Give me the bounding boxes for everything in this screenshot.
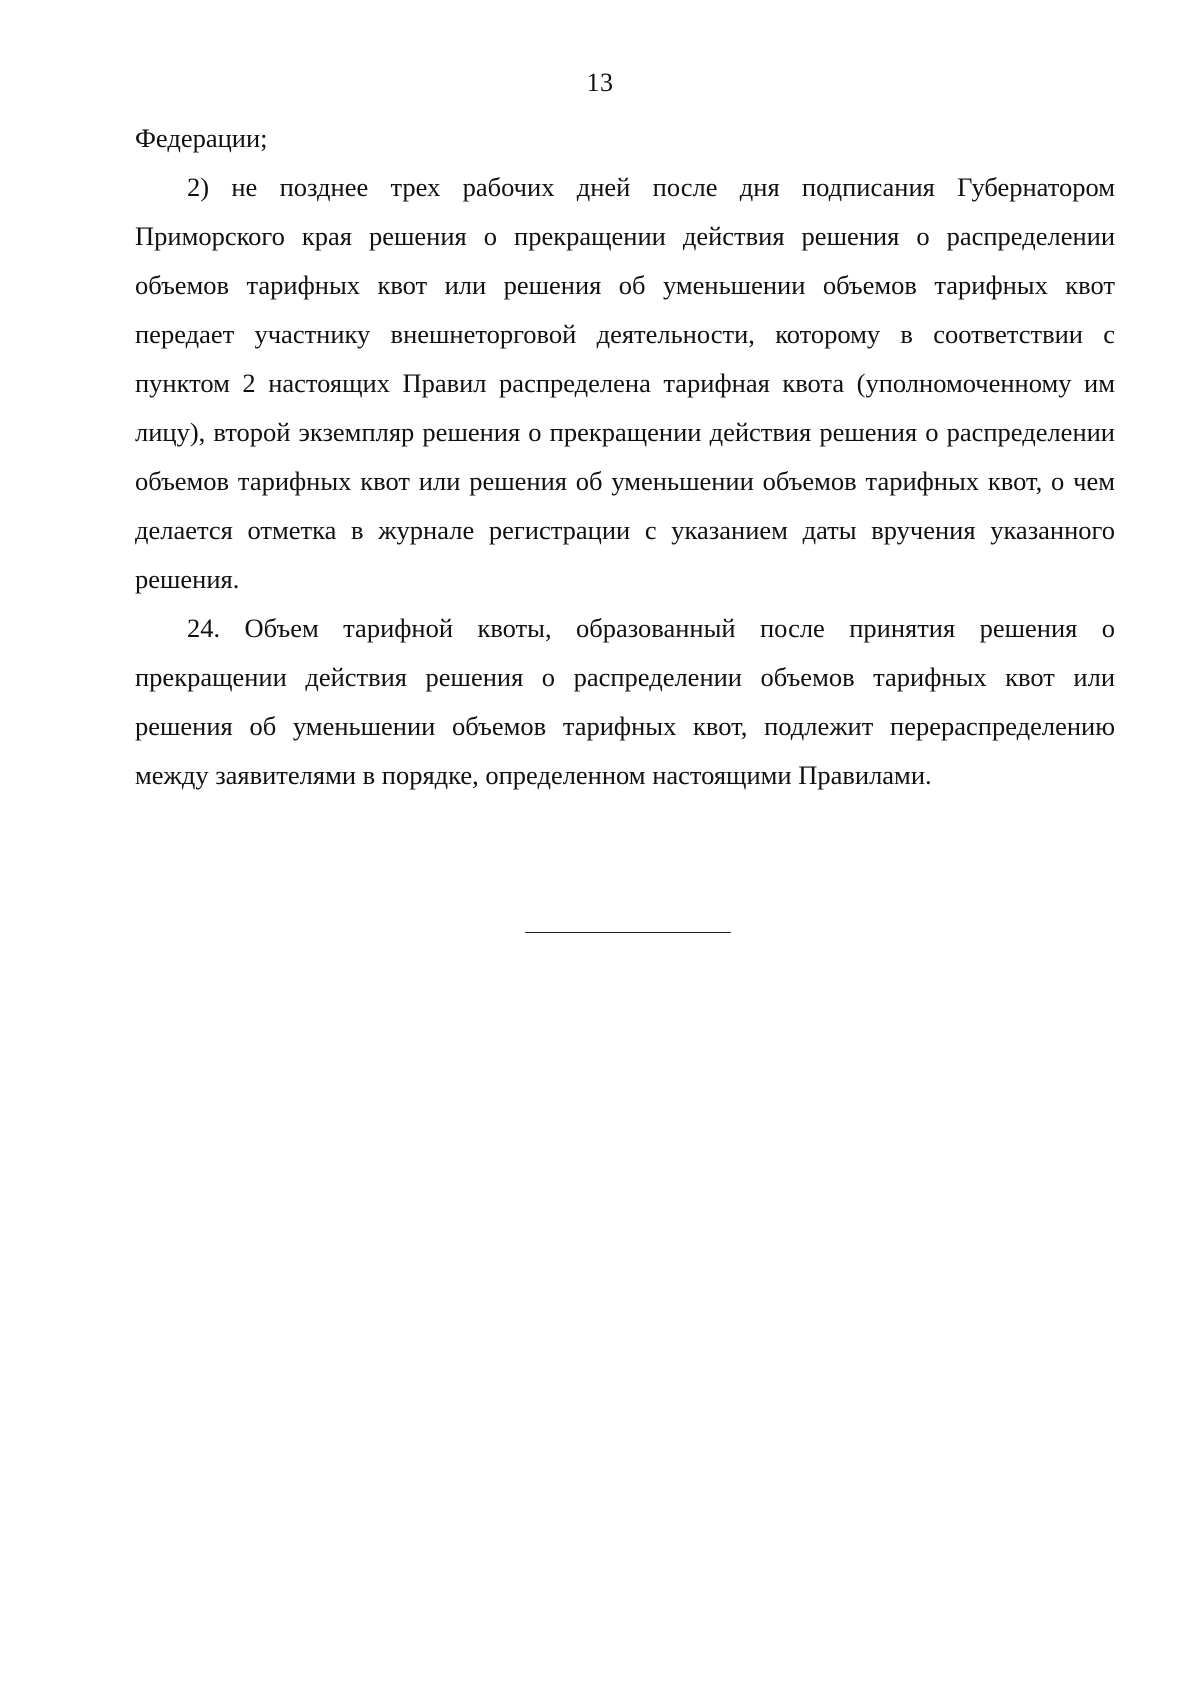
paragraph-item-24: 24. Объем тарифной квоты, образованный после принятия решения о прекращении действия решения о распределении объемов тарифных квот или решения об уменьшении объемов тарифных квот, подлежит перераспределению между заявителями в порядке, определенном настоящими Правилами. [135, 613, 1115, 790]
paragraph-continuation: Федерации; [135, 123, 268, 153]
end-separator-line [525, 932, 731, 933]
paragraph-item-2: 2) не позднее трех рабочих дней после дня подписания Губернатором Приморского края решения о прекращении действия решения о распределении объемов тарифных квот или решения об уменьшении объемов тарифных квот передает участнику внешнеторговой деятельности, которому в соответствии с пунктом 2 настоящих Правил распределена тарифная квота (уполномоченному им лицу), второй экземпляр решения о прекращении действия решения о распределении объемов тарифных квот или решения об уменьшении объемов тарифных квот, о чем делается отметка в журнале регистрации с указанием даты вручения указанного решения. [135, 172, 1115, 594]
document-body [135, 114, 1115, 800]
page-number: 13 [586, 68, 614, 97]
